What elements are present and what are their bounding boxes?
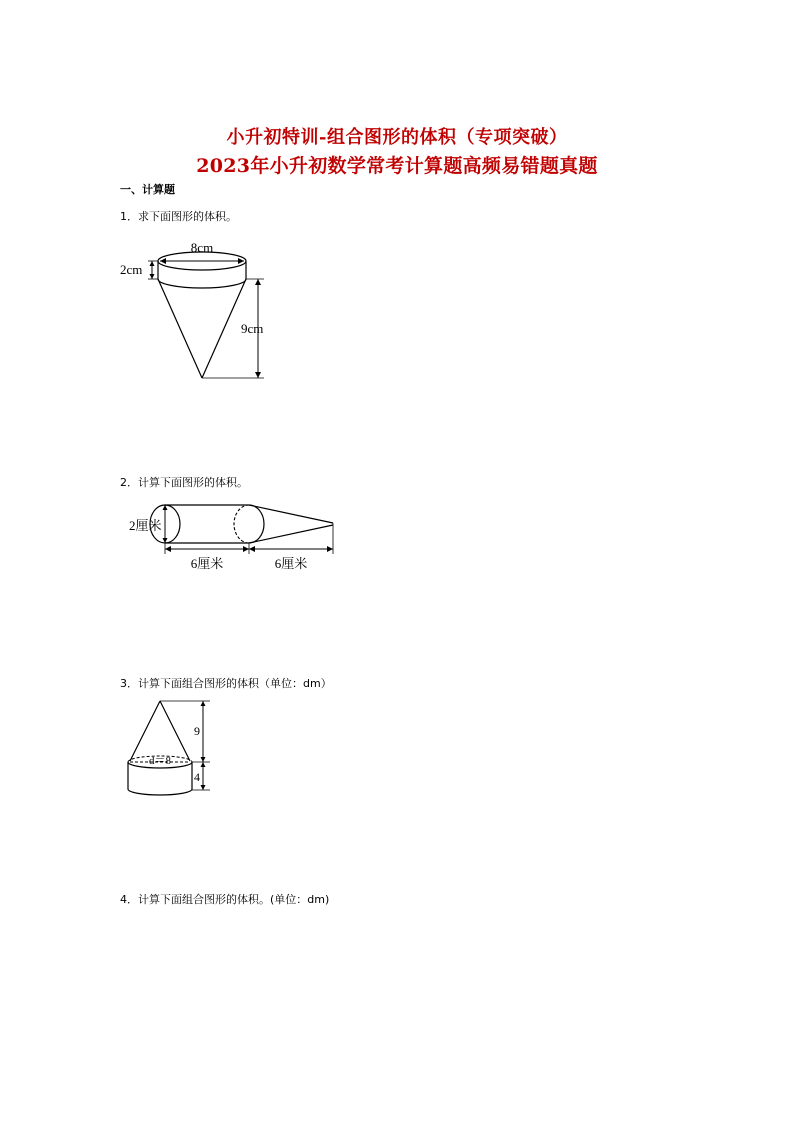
fig2-diameter-label: 2厘米 [129, 518, 162, 533]
figure-2-horizontal-cylinder-cone [125, 498, 345, 578]
fig1-cyl-height-label: 2cm [120, 262, 143, 277]
fig3-diameter-label: d＝8 [149, 755, 171, 767]
fig2-cyl-length-label: 6厘米 [190, 556, 224, 571]
fig1-diameter-label: 8cm [190, 240, 214, 255]
figure-3-cone-cylinder [120, 697, 220, 797]
question-4: 4．计算下面组合图形的体积。(单位：dm) [120, 893, 330, 906]
title-line-2: 2023年小升初数学常考计算题高频易错题真题 [196, 155, 598, 177]
fig2-cone-length-label: 6厘米 [274, 556, 308, 571]
title-line-1: 小升初特训-组合图形的体积（专项突破） [226, 127, 568, 148]
figure-1-cylinder-cone [115, 228, 275, 388]
question-1: 1．求下面图形的体积。 [120, 210, 237, 223]
section-heading: 一、计算题 [120, 183, 175, 196]
question-2: 2．计算下面图形的体积。 [120, 476, 248, 489]
fig1-cone-height-label: 9cm [241, 321, 264, 336]
fig3-cone-height-label: 9 [194, 724, 200, 738]
question-3: 3．计算下面组合图形的体积（单位：dm） [120, 677, 332, 690]
fig3-cyl-height-label: 4 [194, 770, 200, 784]
